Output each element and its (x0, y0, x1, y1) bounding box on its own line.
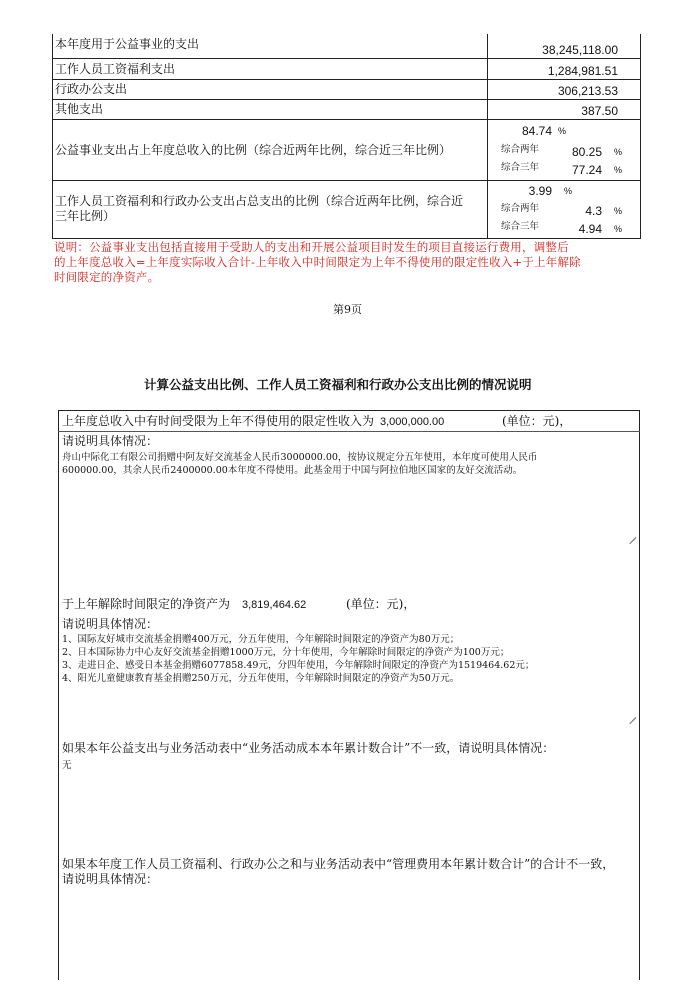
released-assets-item: 2、日本国际协力中心友好交流基金捐赠1000万元，分十年使用，今年解除时间限定的净资产为100万元； (62, 647, 510, 658)
ratio-public-three-year-value: 77.24 (571, 163, 602, 177)
ratio-public-pct: % (558, 126, 567, 136)
row-divider (52, 119, 641, 120)
ratio-public-three-year-pct: % (614, 165, 623, 175)
released-assets-item: 4、阳光儿童健康教育基金捐赠250万元，分五年使用，今年解除时间限定的净资产为50万元。 (62, 673, 460, 684)
table-value-divider (487, 34, 488, 238)
explanation-note-line2: 的上年度总收入=上年度实际收入合计-上年收入中时间限定为上年不得使用的限定性收入+于上年解除 (54, 255, 581, 269)
row-label-staff-salary: 工作人员工资福利支出 (55, 62, 176, 76)
restricted-income-unit: (单位：元)， (502, 414, 572, 428)
restricted-income-detail-line2: 600000.00，其余人民币2400000.00本年度不得使用。此基金用于中国与阿拉伯地区国家的友好交流活动。 (62, 465, 523, 476)
restricted-income-prompt: 请说明具体情况： (62, 434, 159, 448)
ratio-staff-two-year-value: 4.3 (585, 204, 602, 218)
restricted-income-detail-line1: 舟山中际化工有限公司捐赠中阿友好交流基金人民币3000000.00，按协议规定分五年使用，本年度可使用人民币 (62, 452, 538, 463)
row-divider (52, 79, 641, 80)
row-divider (52, 238, 641, 239)
ratio-staff-pct: % (564, 186, 573, 196)
page-number: 第9页 (333, 303, 362, 316)
ratio-staff-two-year-label: 综合两年 (501, 203, 540, 214)
form-top-border (58, 410, 640, 411)
row-value-admin-office: 306,213.53 (557, 84, 618, 98)
ratio-public-two-year-label: 综合两年 (501, 144, 540, 155)
ratio-staff-label-line2: 三年比例） (55, 209, 116, 223)
released-assets-item: 3、走进日企、感受日本基金捐赠6077858.49元，分四年使用，今年解除时间限定的净资产为1519464.62元； (62, 660, 535, 671)
table-right-border (640, 34, 641, 238)
explanation-note-line3: 时间限定的净资产。 (54, 270, 160, 284)
textarea-resize-handle-icon[interactable] (628, 710, 636, 718)
released-assets-unit: (单位：元)， (346, 597, 416, 611)
ratio-staff-three-year-value: 4.94 (578, 222, 602, 236)
ratio-public-two-year-pct: % (614, 147, 623, 157)
row-label-other: 其他支出 (55, 102, 104, 116)
ratio-staff-three-year-pct: % (614, 224, 623, 234)
restricted-income-amount: 3,000,000.00 (380, 416, 445, 428)
form-right-border (639, 410, 640, 980)
section-title: 计算公益支出比例、工作人员工资福利和行政办公支出比例的情况说明 (144, 377, 532, 392)
released-assets-prefix: 于上年解除时间限定的净资产为 (62, 597, 231, 611)
row-value-staff-salary: 1,284,981.51 (547, 64, 618, 78)
row-label-public-welfare: 本年度用于公益事业的支出 (55, 37, 200, 51)
public-expense-mismatch-answer: 无 (62, 760, 72, 771)
ratio-public-two-year-value: 80.25 (571, 145, 602, 159)
released-assets-amount: 3,819,464.62 (242, 599, 307, 611)
restricted-income-prefix: 上年度总收入中有时间受限为上年不得使用的限定性收入为 (62, 414, 375, 428)
ratio-staff-three-year-label: 综合三年 (501, 221, 540, 232)
ratio-staff-value: 3.99 (528, 184, 552, 198)
row-divider (52, 99, 641, 100)
public-expense-mismatch-question: 如果本年公益支出与业务活动表中“业务活动成本本年累计数合计”不一致，请说明具体情况： (62, 741, 555, 755)
row-divider (52, 58, 641, 59)
ratio-public-three-year-label: 综合三年 (501, 162, 540, 173)
row-value-other: 387.50 (581, 104, 618, 118)
admin-expense-mismatch-question-line2: 请说明具体情况： (62, 872, 159, 886)
ratio-public-label: 公益事业支出占上年度总收入的比例（综合近两年比例，综合近三年比例） (55, 143, 452, 157)
form-divider (58, 431, 640, 432)
form-left-border (58, 410, 59, 980)
ratio-staff-label-line1: 工作人员工资福利和行政办公支出占总支出的比例（综合近两年比例，综合近 (55, 194, 464, 208)
row-value-public-welfare: 38,245,118.00 (542, 43, 618, 57)
ratio-staff-two-year-pct: % (614, 206, 623, 216)
textarea-resize-handle-icon[interactable] (628, 530, 636, 538)
released-assets-item: 1、国际友好城市交流基金捐赠400万元，分五年使用，今年解除时间限定的净资产为80万元； (62, 634, 460, 645)
table-left-border (52, 34, 53, 238)
row-label-admin-office: 行政办公支出 (55, 82, 128, 96)
row-divider (52, 180, 641, 181)
released-assets-prompt: 请说明具体情况： (62, 617, 159, 631)
admin-expense-mismatch-question-line1: 如果本年度工作人员工资福利、行政办公之和与业务活动表中“管理费用本年累计数合计”的合计不一致， (62, 857, 615, 871)
ratio-public-value: 84.74 (521, 124, 552, 138)
explanation-note-line1: 说明：公益事业支出包括直接用于受助人的支出和开展公益项目时发生的项目直接运行费用，调整后 (54, 240, 569, 254)
